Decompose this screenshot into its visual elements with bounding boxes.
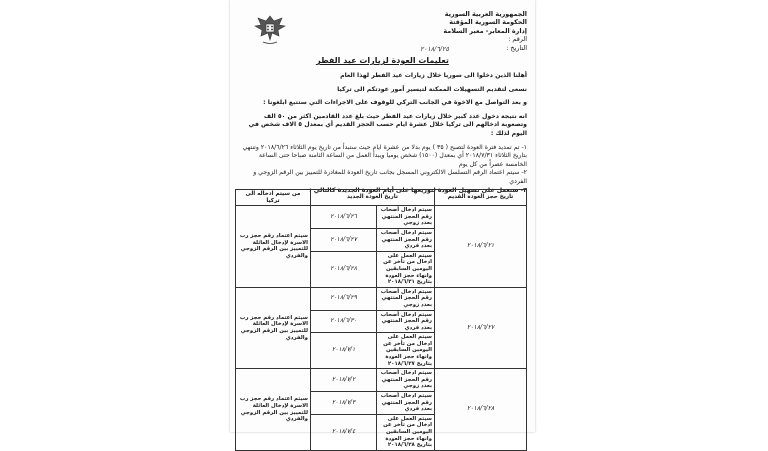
letterhead-line-government: الحكومة السورية المؤقتة [449, 18, 527, 27]
old-date-cell: ٢٠١٨/٦/٢٨ [435, 369, 527, 451]
instruction-item-3: ٣- ستعمل على تسهيل العودة لتوزيعها على أيام العودة الجديدة كالتالي : [309, 186, 527, 194]
entry-cell: سيتم اعتماد رقم حجز رب الاسرة لإدخال العائلة للتمييز بين الرقم الزوجي والفردي [235, 287, 310, 369]
entry-cell: سيتم اعتماد رقم حجز رب الاسرة لإدخال العائلة للتمييز بين الرقم الزوجي والفردي [235, 369, 310, 451]
paragraph-intent: نسعى لتقديم التسهيلات الممكنة لتيسير أمور عودتكم الى تركيا [337, 85, 527, 93]
document-body [240, 72, 527, 195]
instruction-item-1: ١- تم تمديد فترة العودة لتصبح ( ٣٥ ) يوم بدلا من عشرة ايام حيث ستبدأ من تاريخ يوم الثلاثاء ٢٠١٨/٦/٢٦ وتنتهي بتاريخ الثلاثاء ٢٠١٨/٧/٣١ أي بمعدل (١٥٠٠) شخص يوميا ويبدأ العمل من الساعة الثامنة صباحا حتى الساعة الخامسة عصراً من كل يوم [242, 143, 527, 168]
handwritten-date: ٢٠١٨/٦/٢٥ [420, 45, 449, 53]
desc-cell: سيتم ادخال أصحاب رقم الحجز المنتهي بعدد فردي [377, 228, 435, 251]
desc-cell: سيتم العمل على ادخال من تأخر عن اليومين السابقين وانهاء حجز العودة بتاريخ ٢٠١٨/٦/٢٨ [377, 414, 435, 450]
paragraph-reason: انه نتيجة دخول عدد كبير خلال زيارات عيد الفطر حيث بلغ عدد القادمين اكثر من ٥٠ الف وتصعوبة ادخالهم الى تركيا خلال عشرة ايام حسب الحجز القديم أي بمعدل ٥ الاف شخص في اليوم لذلك : [248, 112, 527, 137]
entry-cell: سيتم اعتماد رقم حجز رب الاسرة لإدخال العائلة للتمييز بين الرقم الزوجي والفردي [235, 206, 310, 288]
desc-cell: سيتم ادخال أصحاب رقم الحجز المنتهي بعدد زوجي [377, 369, 435, 392]
document-title [230, 56, 535, 65]
table-row [235, 287, 526, 310]
desc-cell: سيتم ادخال أصحاب رقم الحجز المنتهي بعدد فردي [377, 310, 435, 333]
new-date-cell: ٢٠١٨/٦/٢٧ [310, 228, 376, 251]
new-date-cell: ٢٠١٨/٧/٤ [310, 414, 376, 450]
desc-cell: سيتم ادخال أصحاب رقم الحجز المنتهي بعدد زوجي [377, 206, 435, 229]
header-entry: من سيتم ادخاله الى تركيا [235, 190, 310, 206]
new-date-cell: ٢٠١٨/٦/٢٨ [310, 251, 376, 287]
desc-cell: سيتم ادخال أصحاب رقم الحجز المنتهي بعدد فردي [377, 392, 435, 415]
new-date-cell: ٢٠١٨/٧/٢ [310, 369, 376, 392]
instruction-item-2: ٢- سيتم اعتماد الرقم التسلسل الالكتروني المسجل بجانب تاريخ العودة للمغادرة للتمييز بين الرقم الزوجي و الفردي [253, 169, 527, 185]
paragraph-greeting: أهلنا الذين دخلوا الى سوريا خلال زيارات عيد الفطر لهذا العام [340, 72, 527, 79]
new-date-cell: ٢٠١٨/٦/٢٩ [310, 287, 376, 310]
table-row [235, 206, 526, 229]
new-date-cell: ٢٠١٨/٧/٣ [310, 392, 376, 415]
letterhead-line-republic: الجمهورية العربية السورية [444, 10, 527, 18]
desc-cell: سيتم العمل على ادخال من تأخر عن اليومين السابقين وانهاء حجز العودة بتاريخ ٢٠١٨/٦/٢١ [377, 251, 435, 287]
desc-cell: سيتم ادخال أصحاب رقم الحجز المنتهي بعدد زوجي [377, 287, 435, 310]
letterhead-line-crossings: إدارة المعابر- معبر السلامة [443, 26, 527, 35]
old-date-cell: ٢٠١٨/٦/٢٧ [435, 287, 527, 369]
header-old-date: تاريخ حجز العودة القديم [435, 190, 527, 206]
desc-cell: سيتم العمل على ادخال من تأخر عن اليومين السابقين وانهاء حجز العودة بتاريخ ٢٠١٨/٦/٢٧ [377, 333, 435, 369]
eagle-emblem-icon [252, 12, 288, 46]
document-page [230, 0, 535, 449]
date-label: التاريخ : [506, 43, 527, 52]
old-date-cell: ٢٠١٨/٦/٢١ [435, 206, 527, 288]
new-date-cell: ٢٠١٨/٧/١ [310, 333, 376, 369]
header-new-date: تاريخ العودة الجديد [310, 190, 434, 206]
return-schedule-table [235, 186, 527, 451]
reference-number-label: الرقم : [508, 35, 527, 44]
new-date-cell: ٢٠١٨/٦/٣٠ [310, 310, 376, 333]
new-date-cell: ٢٠١٨/٦/٢٦ [310, 206, 376, 229]
document-title-text: تعليمات العودة لزيارات عيد الفطر [316, 56, 449, 65]
table-header-row [235, 190, 526, 206]
paragraph-coordination: و بعد التواصل مع الاخوة في الجانب التركي للوقوف على الاجراءات التي ستتبع ابلغونا : [263, 99, 527, 107]
table-row [235, 369, 526, 392]
